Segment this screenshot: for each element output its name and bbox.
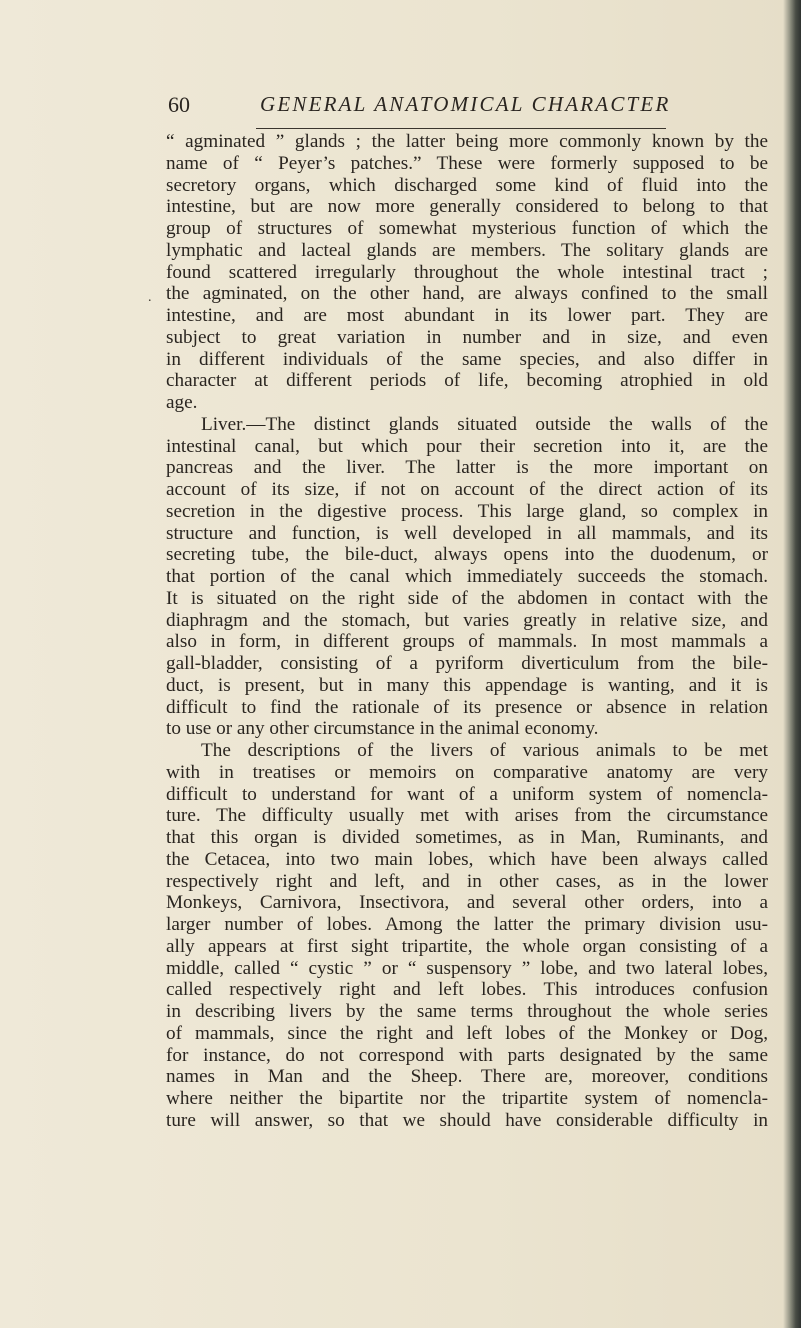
text-line: difficult to find the rationale of its presence or absence in relation [166,696,768,718]
text-line: secretory organs, which discharged some kind of fluid into the [166,174,768,196]
margin-mark: . [148,290,152,305]
text-line: also in form, in different groups of mammals. In most mammals a [166,631,768,653]
text-line: subject to great variation in number and in size, and even [166,326,768,348]
text-line: group of structures of somewhat mysterious function of which the [166,218,768,239]
text-line: gall-bladder, consisting of a pyriform diverticulum from the bile- [166,653,768,674]
text-line: found scattered irregularly throughout the whole intestinal tract ; [166,261,768,283]
text-line: intestinal canal, but which pour their secretion into it, are the [166,435,768,457]
text-line: the agminated, on the other hand, are always confined to the small [166,283,768,305]
text-line: of mammals, since the right and left lobes of the Monkey or Dog, [166,1022,768,1044]
text-line: the Cetacea, into two main lobes, which have been always called [166,848,768,870]
text-line: intestine, but are now more generally considered to belong to that [166,196,768,218]
text-line: account of its size, if not on account of the direct action of its [166,479,768,500]
text-line: with in treatises or memoirs on comparative anatomy are very [166,761,768,783]
text-line: secretion in the digestive process. This large gland, so complex in [166,500,768,522]
text-line: Liver.—The distinct glands situated outside the walls of the [201,413,768,435]
text-line: structure and function, is well developed in all mammals, and its [166,522,768,544]
text-line: in different individuals of the same species, and also differ in [166,348,768,370]
text-line: secreting tube, the bile-duct, always opens into the duodenum, or [166,544,768,566]
body-text [166,131,768,1132]
text-line: respectively right and left, and in other cases, as in the lower [166,870,768,892]
text-line: “ agminated ” glands ; the latter being more commonly known by the [166,131,768,152]
text-line: ally appears at first sight tripartite, the whole organ consisting of a [166,935,768,957]
text-line: ture. The difficulty usually met with arises from the circumstance [166,805,768,827]
text-line: pancreas and the liver. The latter is the more important on [166,457,768,479]
text-line: lymphatic and lacteal glands are members. The solitary glands are [166,239,768,261]
text-line: age. [166,392,198,413]
text-line: It is situated on the right side of the abdomen in contact with the [166,587,768,609]
text-line: The descriptions of the livers of various animals to be met [201,740,768,761]
text-line: name of “ Peyer’s patches.” These were formerly supposed to be [166,152,768,174]
text-line: character at different periods of life, becoming atrophied in old [166,370,768,392]
running-head [168,92,671,128]
text-line: that portion of the canal which immediately succeeds the stomach. [166,566,768,587]
text-line: larger number of lobes. Among the latter the primary division usu- [166,914,768,935]
page-number: 60 [168,92,190,117]
text-line: for instance, do not correspond with parts designated by the same [166,1044,768,1066]
page-edge-shadow [783,0,801,1328]
running-head-title: GENERAL ANATOMICAL CHARACTER [260,92,671,116]
header-rule [256,128,666,129]
text-line: names in Man and the Sheep. There are, moreover, conditions [166,1066,768,1088]
text-line: difficult to understand for want of a uniform system of nomencla- [166,783,768,805]
text-line: where neither the bipartite nor the tripartite system of nomencla- [166,1088,768,1109]
text-line: ture will answer, so that we should have considerable difficulty in [166,1109,768,1131]
text-line: that this organ is divided sometimes, as in Man, Ruminants, and [166,827,768,848]
text-line: middle, called “ cystic ” or “ suspensory ” lobe, and two lateral lobes, [166,957,768,979]
text-line: duct, is present, but in many this appendage is wanting, and it is [166,674,768,696]
text-line: Monkeys, Carnivora, Insectivora, and several other orders, into a [166,892,768,914]
text-line: in describing livers by the same terms throughout the whole series [166,1001,768,1022]
text-line: intestine, and are most abundant in its lower part. They are [166,305,768,326]
text-line: called respectively right and left lobes. This introduces confusion [166,979,768,1001]
text-line: diaphragm and the stomach, but varies greatly in relative size, and [166,609,768,631]
text-line: to use or any other circumstance in the animal economy. [166,718,599,740]
